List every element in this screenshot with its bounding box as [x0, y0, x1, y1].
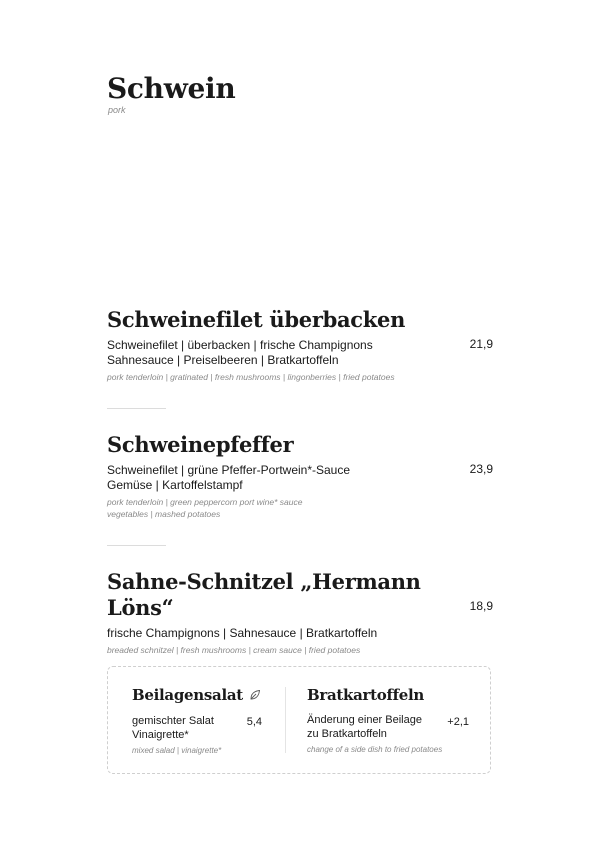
description-line: Schweinefilet | überbacken | frische Champignons: [107, 338, 373, 352]
dish-description-de: [107, 463, 493, 493]
section-divider: [107, 408, 166, 409]
column-divider: [285, 687, 286, 753]
side-price: +2,1: [447, 716, 469, 728]
dish-description-en: [107, 496, 493, 520]
dish-schweinefilet-ueberbacken: [107, 307, 493, 383]
dish-description-de: [107, 338, 493, 368]
side-bratkartoffeln: [307, 685, 469, 755]
side-dishes-box: [107, 666, 491, 774]
description-line: Schweinefilet | grüne Pfeffer-Portwein*-Sauce: [107, 463, 351, 477]
dish-price: 21,9: [469, 337, 493, 351]
dish-name: Schweinepfeffer: [107, 432, 294, 457]
description-line: change of a side dish to fried potatoes: [307, 745, 443, 754]
description-line: Gemüse | Kartoffelstampf: [107, 478, 243, 492]
dish-sahne-schnitzel: [107, 569, 493, 656]
leaf-icon: [249, 686, 261, 706]
description-line: mixed salad | vinaigrette*: [132, 746, 222, 755]
dish-description-en: [107, 644, 493, 656]
description-line: breaded schnitzel | fresh mushrooms | cream sauce | fried potatoes: [107, 645, 361, 655]
side-beilagensalat: [132, 685, 262, 756]
section-divider: [107, 545, 166, 546]
description-line: Sahnesauce | Preiselbeeren | Bratkartoffeln: [107, 353, 339, 367]
dish-description-en: [107, 371, 493, 383]
description-line: vegetables | mashed potatoes: [107, 509, 221, 519]
side-description-de: [132, 714, 262, 742]
description-line: gemischter Salat: [132, 715, 214, 727]
description-line: zu Bratkartoffeln: [307, 728, 387, 740]
side-name: [132, 685, 262, 706]
description-line: Vinaigrette*: [132, 729, 189, 741]
dish-description-de: [107, 626, 493, 641]
dish-name: Schweinefilet überbacken: [107, 307, 406, 332]
side-description-en: [132, 745, 262, 756]
side-description-en: [307, 744, 469, 755]
dish-price: 23,9: [469, 462, 493, 476]
page-subtitle: pork: [108, 105, 126, 115]
description-line: frische Champignons | Sahnesauce | Bratkartoffeln: [107, 626, 378, 640]
description-line: Änderung einer Beilage: [307, 714, 422, 726]
side-name: Bratkartoffeln: [307, 686, 425, 704]
side-name-text: Beilagensalat: [132, 686, 243, 704]
side-description-de: [307, 713, 469, 741]
description-line: pork tenderloin | gratinated | fresh mushrooms | lingonberries | fried potatoes: [107, 372, 395, 382]
dish-name: Sahne-Schnitzel „Hermann Löns“: [107, 569, 421, 620]
description-line: pork tenderloin | green peppercorn port wine* sauce: [107, 497, 303, 507]
dish-price: 18,9: [469, 599, 493, 613]
side-price: 5,4: [246, 716, 262, 728]
dish-schweinepfeffer: [107, 432, 493, 520]
page-title: Schwein: [107, 72, 236, 105]
